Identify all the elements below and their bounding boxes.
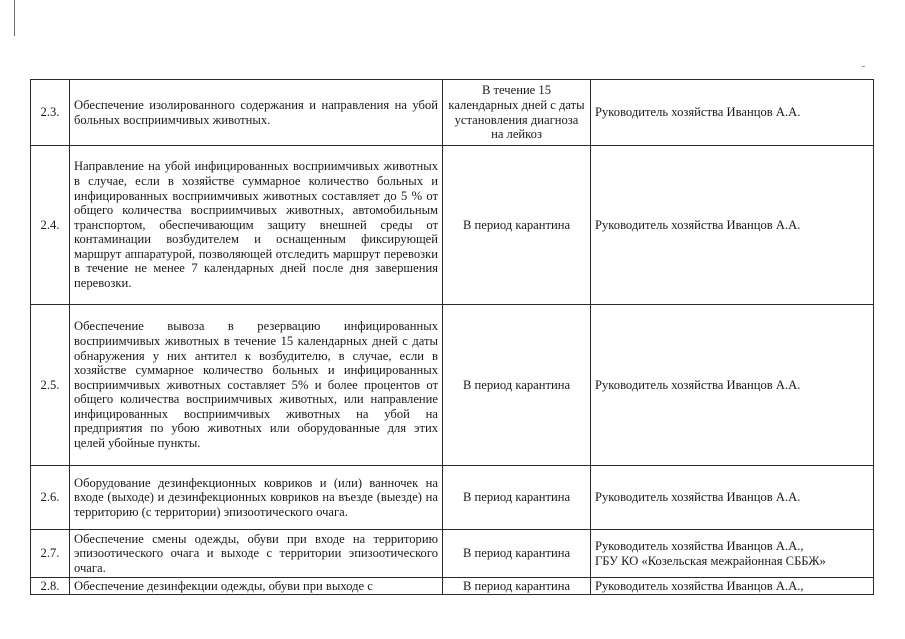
table-row	[31, 578, 874, 595]
measure-term: В период карантина	[443, 530, 591, 578]
table-row	[31, 146, 874, 305]
measure-term: В период карантина	[443, 146, 591, 305]
measure-description: Обеспечение вывоза в резервацию инфицированных восприимчивых животных в течение 15 календарных дней с даты обнаружения у них антител к возбудителю, в случае, если в хозяйстве суммарное количество больных и инфицированных восприимчивых животных составляет 5% и более процентов от общего количества восприимчивых животных, или направление инфицированных восприимчивых животных на убой на предприятия по убою животных или оборудованные для этих целей убойные пункты.	[70, 305, 443, 466]
responsible-line: Руководитель хозяйства Иванцов А.А.,	[595, 538, 804, 553]
measure-description: Оборудование дезинфекционных ковриков и (или) ванночек на входе (выходе) и дезинфекционных ковриков на въезде (выезде) на территорию (с территории) эпизоотического очага.	[70, 466, 443, 530]
responsible-line: ГБУ КО «Козельская межрайонная СББЖ»	[595, 553, 826, 568]
measure-description: Обеспечение дезинфекции одежды, обуви при выходе с	[70, 578, 443, 595]
table-row	[31, 466, 874, 530]
measure-description: Направление на убой инфицированных восприимчивых животных в случае, если в хозяйстве суммарное количество больных и инфицированных восприимчивых животных составляет до 5 % от общего количества восприимчивых животных, автомобильным транспортом, обеспечивающим защиту внешней среды от контаминации возбудителем и оснащенным фиксирующей маршрут аппаратурой, позволяющей отследить маршрут перевозки в течение не менее 7 календарных дней после дня завершения перевозки.	[70, 146, 443, 305]
responsible-line: Руководитель хозяйства Иванцов А.А.,	[595, 578, 804, 593]
measure-responsible	[591, 80, 874, 146]
row-number: 2.6.	[31, 466, 70, 530]
measures-table	[30, 79, 874, 595]
measure-term: В период карантина	[443, 466, 591, 530]
measure-term: В течение 15 календарных дней с даты установления диагноза на лейкоз	[443, 80, 591, 146]
responsible-line: Руководитель хозяйства Иванцов А.А.	[595, 377, 801, 392]
responsible-line: Руководитель хозяйства Иванцов А.А.	[595, 105, 801, 120]
measure-description: Обеспечение изолированного содержания и направления на убой больных восприимчивых животных.	[70, 80, 443, 146]
row-number: 2.3.	[31, 80, 70, 146]
measure-responsible	[591, 530, 874, 578]
scan-speck	[862, 66, 865, 67]
measure-responsible	[591, 578, 874, 595]
table-row	[31, 80, 874, 146]
row-number: 2.5.	[31, 305, 70, 466]
measure-term: В период карантина	[443, 578, 591, 595]
row-number: 2.7.	[31, 530, 70, 578]
measure-description: Обеспечение смены одежды, обуви при входе на территорию эпизоотического очага и выходе с территории эпизоотического очага.	[70, 530, 443, 578]
row-number: 2.4.	[31, 146, 70, 305]
measure-responsible	[591, 466, 874, 530]
table-row	[31, 530, 874, 578]
row-number: 2.8.	[31, 578, 70, 595]
responsible-line: Руководитель хозяйства Иванцов А.А.	[595, 217, 801, 232]
measure-responsible	[591, 146, 874, 305]
responsible-line: Руководитель хозяйства Иванцов А.А.	[595, 490, 801, 505]
table-row	[31, 305, 874, 466]
page-edge-line	[14, 0, 15, 36]
measure-term: В период карантина	[443, 305, 591, 466]
measure-responsible	[591, 305, 874, 466]
